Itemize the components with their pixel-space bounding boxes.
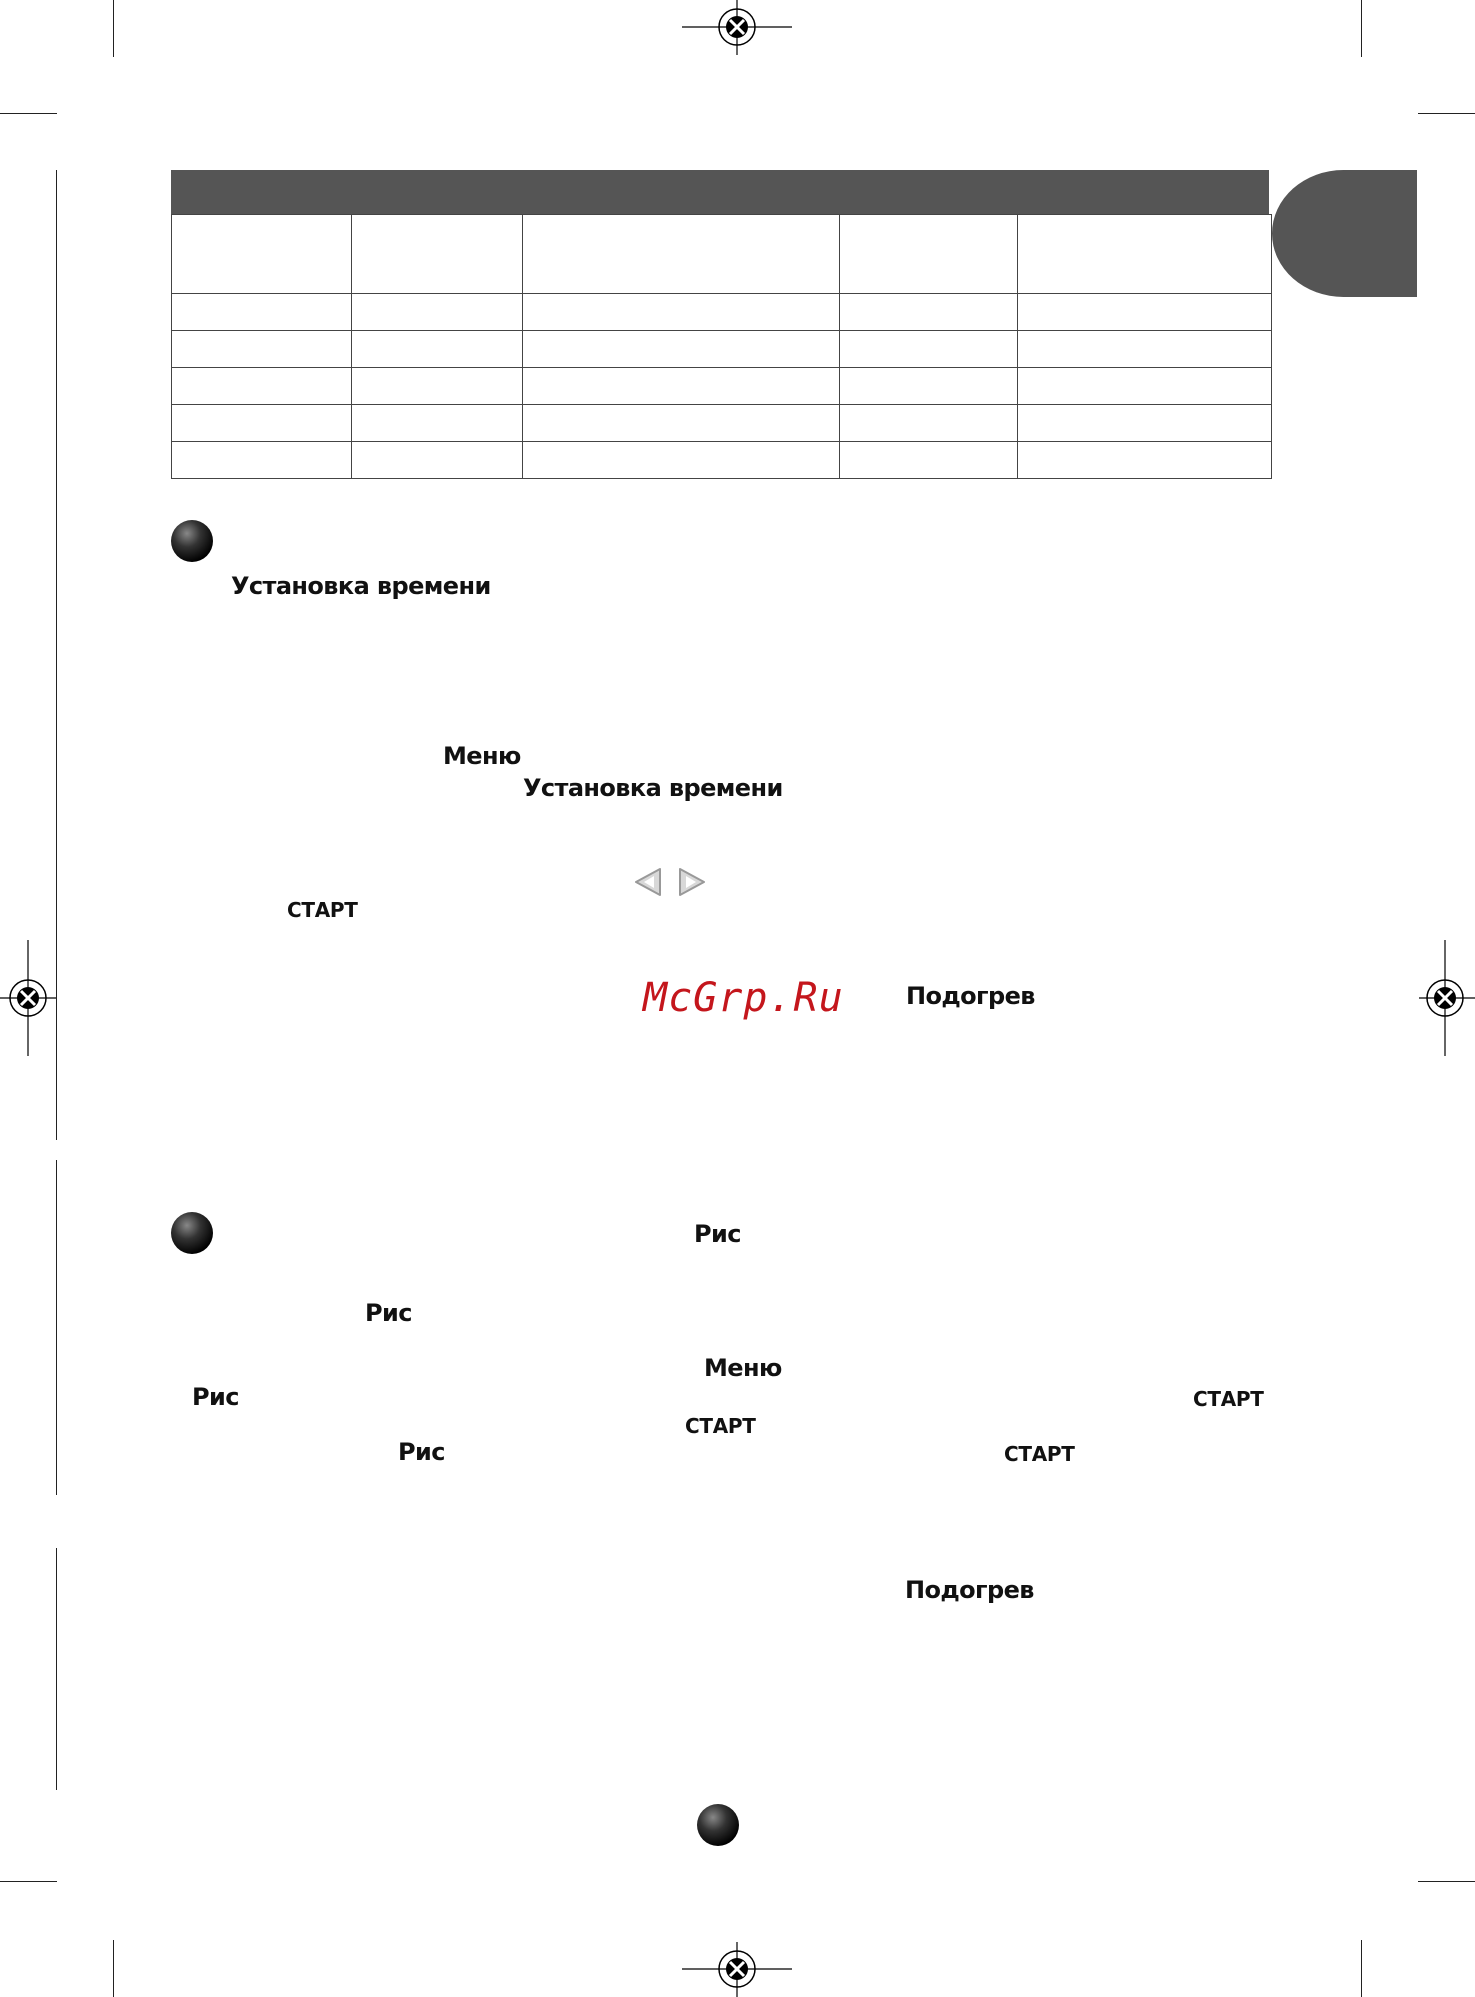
arrow-left-icon bbox=[636, 869, 660, 895]
table-cell bbox=[1018, 331, 1272, 368]
start-label: СТАРТ bbox=[287, 898, 358, 922]
fig-label: Рис bbox=[694, 1220, 741, 1248]
fig-label: Рис bbox=[398, 1438, 445, 1466]
table-cell bbox=[352, 294, 523, 331]
table-cell bbox=[840, 294, 1018, 331]
table-cell bbox=[1018, 215, 1272, 294]
table-cell bbox=[172, 442, 352, 479]
registration-mark-icon bbox=[0, 940, 60, 1056]
table-cell bbox=[523, 405, 840, 442]
table-row bbox=[172, 442, 1272, 479]
arrow-right-icon bbox=[680, 869, 704, 895]
table-row bbox=[172, 294, 1272, 331]
table-cell bbox=[172, 215, 352, 294]
table-cell bbox=[172, 368, 352, 405]
heat-label: Подогрев bbox=[906, 982, 1035, 1010]
table-row bbox=[172, 405, 1272, 442]
crop-line bbox=[0, 1881, 57, 1882]
table-cell bbox=[1018, 405, 1272, 442]
table-cell bbox=[840, 405, 1018, 442]
section-bullet-icon bbox=[171, 520, 213, 562]
registration-mark-icon bbox=[677, 1937, 797, 1997]
crop-line bbox=[113, 0, 114, 57]
menu-item-label: Установка времени bbox=[523, 774, 783, 802]
table-cell bbox=[172, 405, 352, 442]
table-cell bbox=[523, 368, 840, 405]
registration-mark-icon bbox=[1415, 940, 1475, 1056]
section-bullet-icon bbox=[171, 1212, 213, 1254]
spec-table bbox=[171, 214, 1272, 479]
start-label: СТАРТ bbox=[1004, 1442, 1075, 1466]
heat-label: Подогрев bbox=[905, 1576, 1034, 1604]
table-cell bbox=[523, 442, 840, 479]
start-label: СТАРТ bbox=[1193, 1387, 1264, 1411]
table-cell bbox=[840, 331, 1018, 368]
table-cell bbox=[352, 215, 523, 294]
table-cell bbox=[1018, 368, 1272, 405]
fig-label: Рис bbox=[365, 1299, 412, 1327]
table-cell bbox=[352, 331, 523, 368]
start-label: СТАРТ bbox=[685, 1414, 756, 1438]
table-cell bbox=[840, 442, 1018, 479]
language-tab bbox=[1272, 170, 1417, 297]
table-row bbox=[172, 331, 1272, 368]
margin-line bbox=[56, 1548, 57, 1790]
page-number-bullet-icon bbox=[697, 1804, 739, 1846]
crop-line bbox=[1361, 1940, 1362, 1997]
table-cell bbox=[1018, 294, 1272, 331]
table-cell bbox=[840, 215, 1018, 294]
table-cell bbox=[352, 368, 523, 405]
table-cell bbox=[1018, 442, 1272, 479]
table-header-bar bbox=[171, 170, 1269, 214]
table-cell bbox=[352, 442, 523, 479]
section-heading: Установка времени bbox=[231, 572, 491, 600]
table-cell bbox=[523, 331, 840, 368]
table-cell bbox=[523, 215, 840, 294]
crop-line bbox=[1418, 1881, 1475, 1882]
arrow-buttons-icon bbox=[632, 866, 708, 898]
crop-line bbox=[113, 1940, 114, 1997]
fig-label: Рис bbox=[192, 1383, 239, 1411]
table-cell bbox=[352, 405, 523, 442]
crop-line bbox=[0, 113, 57, 114]
table-cell bbox=[523, 294, 840, 331]
table-cell bbox=[840, 368, 1018, 405]
crop-line bbox=[1418, 113, 1475, 114]
watermark: McGrp.Ru bbox=[643, 975, 844, 1021]
table-row bbox=[172, 368, 1272, 405]
table-header-row bbox=[172, 215, 1272, 294]
registration-mark-icon bbox=[677, 0, 797, 60]
menu-label: Меню bbox=[704, 1354, 782, 1382]
menu-label: Меню bbox=[443, 742, 521, 770]
crop-line bbox=[1361, 0, 1362, 57]
margin-line bbox=[56, 1160, 57, 1495]
table-cell bbox=[172, 294, 352, 331]
table-cell bbox=[172, 331, 352, 368]
